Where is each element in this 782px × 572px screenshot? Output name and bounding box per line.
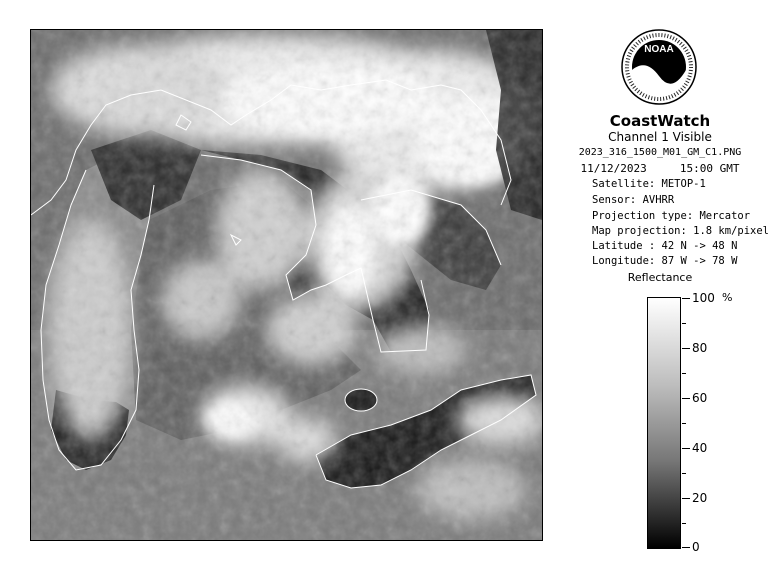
brand-title: CoastWatch bbox=[609, 112, 711, 130]
noaa-seal-icon bbox=[620, 28, 698, 106]
colorbar-minor-tick bbox=[682, 323, 686, 324]
satellite-image bbox=[30, 29, 543, 541]
colorbar-tick bbox=[682, 498, 690, 499]
colorbar-minor-tick bbox=[682, 523, 686, 524]
colorbar-tick-label: 20 bbox=[692, 491, 708, 505]
meta-satellite: Satellite: METOP-1 bbox=[592, 178, 706, 190]
file-name: 2023_316_1500_M01_GM_C1.PNG bbox=[578, 147, 742, 158]
colorbar-tick-label: 80 bbox=[692, 341, 708, 355]
colorbar-tick-label: 60 bbox=[692, 391, 708, 405]
colorbar-tick-label: 100 bbox=[692, 291, 715, 305]
svg-text:NOAA: NOAA bbox=[644, 44, 674, 55]
noaa-logo bbox=[620, 28, 698, 106]
colorbar-minor-tick bbox=[682, 473, 686, 474]
colorbar-tick bbox=[682, 448, 690, 449]
colorbar-minor-tick bbox=[682, 373, 686, 374]
satellite-scene bbox=[31, 30, 542, 540]
colorbar bbox=[647, 297, 681, 549]
meta-latitude: Latitude : 42 N -> 48 N bbox=[592, 240, 738, 252]
colorbar-minor-tick bbox=[682, 423, 686, 424]
channel-label: Channel 1 Visible bbox=[608, 130, 712, 144]
colorbar-label: Reflectance bbox=[627, 271, 693, 284]
date-time: 11/12/2023 15:00 GMT bbox=[580, 162, 740, 175]
colorbar-tick-label: 0 bbox=[692, 540, 700, 554]
colorbar-tick bbox=[682, 348, 690, 349]
colorbar-tick-label: 40 bbox=[692, 441, 708, 455]
meta-map-projection: Map projection: 1.8 km/pixel bbox=[592, 225, 770, 237]
colorbar-tick bbox=[682, 298, 690, 299]
colorbar-unit: % bbox=[722, 291, 733, 304]
meta-sensor: Sensor: AVHRR bbox=[592, 194, 675, 206]
colorbar-tick bbox=[682, 398, 690, 399]
meta-longitude: Longitude: 87 W -> 78 W bbox=[592, 255, 738, 267]
meta-projection-type: Projection type: Mercator bbox=[592, 210, 751, 222]
colorbar-tick bbox=[682, 547, 690, 548]
